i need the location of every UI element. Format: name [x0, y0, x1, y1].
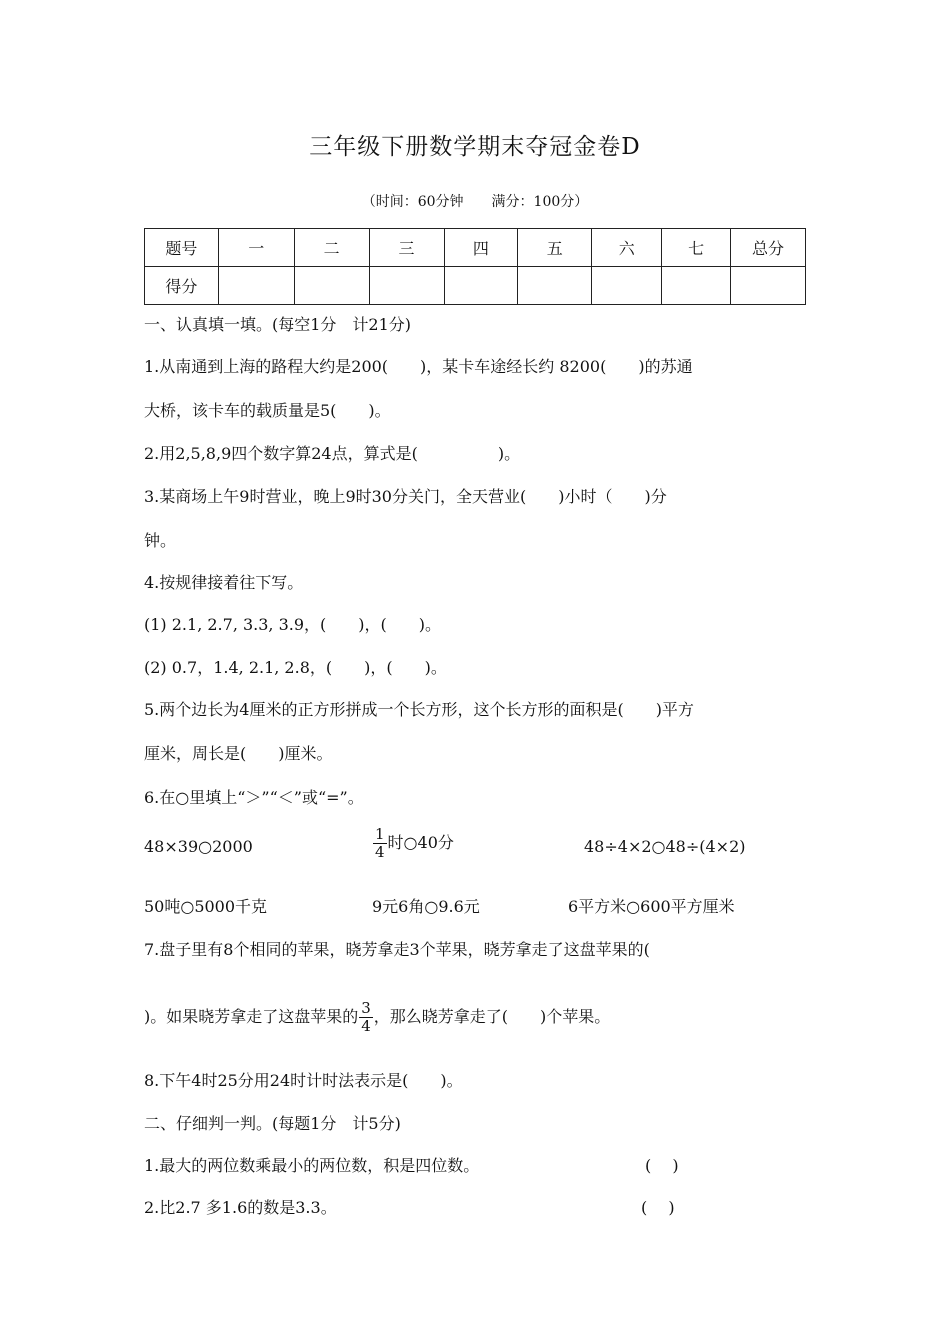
header-cell: 总分 — [731, 229, 806, 267]
header-cell: 六 — [592, 229, 662, 267]
score-table — [144, 228, 806, 305]
q5-line2: 厘米，周长是( )厘米。 — [144, 744, 333, 763]
q6-item-1: 48×39○2000 — [144, 837, 253, 856]
q4-sub1: (1) 2.1, 2.7, 3.3, 3.9，( )，( )。 — [144, 615, 442, 634]
q4-sub2: (2) 0.7，1.4, 2.1, 2.8，( )，( )。 — [144, 658, 447, 677]
score-cell — [218, 267, 294, 305]
section1-heading: 一、认真填一填。(每空1分 计21分) — [144, 315, 412, 334]
q5-line1: 5.两个边长为4厘米的正方形拼成一个长方形，这个长方形的面积是( )平方 — [144, 700, 694, 719]
header-cell: 七 — [662, 229, 731, 267]
header-cell: 一 — [218, 229, 294, 267]
header-cell: 题号 — [145, 229, 219, 267]
q6-item-5: 9元6角○9.6元 — [372, 897, 480, 916]
score-cell — [518, 267, 592, 305]
score-cell — [294, 267, 369, 305]
judge-q2-paren: ( ) — [641, 1198, 675, 1217]
section2-heading: 二、仔细判一判。(每题1分 计5分) — [144, 1114, 401, 1133]
q8-line: 8.下午4时25分用24时计时法表示是( )。 — [144, 1071, 463, 1090]
judge-q1: 1.最大的两位数乘最小的两位数，积是四位数。 — [144, 1156, 480, 1175]
q6-item-2-text: 时○40分 — [387, 833, 454, 852]
q6-item-6: 6平方米○600平方厘米 — [568, 897, 735, 916]
score-table-header-row — [145, 229, 806, 267]
q1-line1: 1.从南通到上海的路程大约是200( )，某卡车途经长约 8200( )的苏通 — [144, 357, 693, 376]
q2-line: 2.用2,5,8,9四个数字算24点，算式是( )。 — [144, 444, 521, 463]
score-row-label: 得分 — [145, 267, 219, 305]
q4-line: 4.按规律接着往下写。 — [144, 573, 304, 592]
fraction — [373, 826, 387, 861]
q6-item-2 — [372, 826, 454, 861]
fraction-denominator: 4 — [375, 843, 385, 861]
q1-line2: 大桥，该卡车的载质量是5( )。 — [144, 401, 391, 420]
q6-item-4: 50吨○5000千克 — [144, 897, 268, 916]
header-cell: 五 — [518, 229, 592, 267]
q7-line1: 7.盘子里有8个相同的苹果，晓芳拿走3个苹果，晓芳拿走了这盘苹果的( — [144, 940, 650, 959]
q7-line2 — [144, 1000, 610, 1035]
q7-line2-pre: )。如果晓芳拿走了这盘苹果的 — [144, 1007, 359, 1026]
score-cell — [369, 267, 444, 305]
exam-info: （时间：60分钟 满分：100分） — [361, 194, 589, 210]
fraction — [359, 1000, 373, 1035]
fraction-numerator: 1 — [375, 825, 385, 843]
score-table-score-row — [145, 267, 806, 305]
judge-q2: 2.比2.7 多1.6的数是3.3。 — [144, 1198, 337, 1217]
score-cell — [592, 267, 662, 305]
q6-line: 6.在○里填上“＞”“＜”或“=”。 — [144, 788, 364, 807]
fraction-numerator: 3 — [361, 999, 371, 1017]
score-cell — [444, 267, 518, 305]
q3-line2: 钟。 — [144, 531, 177, 550]
header-cell: 四 — [444, 229, 518, 267]
q7-line2-post: ，那么晓芳拿走了( )个苹果。 — [373, 1007, 611, 1026]
judge-q1-paren: ( ) — [645, 1156, 679, 1175]
score-cell — [662, 267, 731, 305]
q3-line1: 3.某商场上午9时营业，晚上9时30分关门，全天营业( )小时（ )分 — [144, 487, 667, 506]
q6-item-3: 48÷4×2○48÷(4×2) — [584, 837, 746, 856]
header-cell: 二 — [294, 229, 369, 267]
header-cell: 三 — [369, 229, 444, 267]
score-cell — [731, 267, 806, 305]
page-title: 三年级下册数学期末夺冠金卷D — [309, 134, 641, 160]
fraction-denominator: 4 — [361, 1017, 371, 1035]
